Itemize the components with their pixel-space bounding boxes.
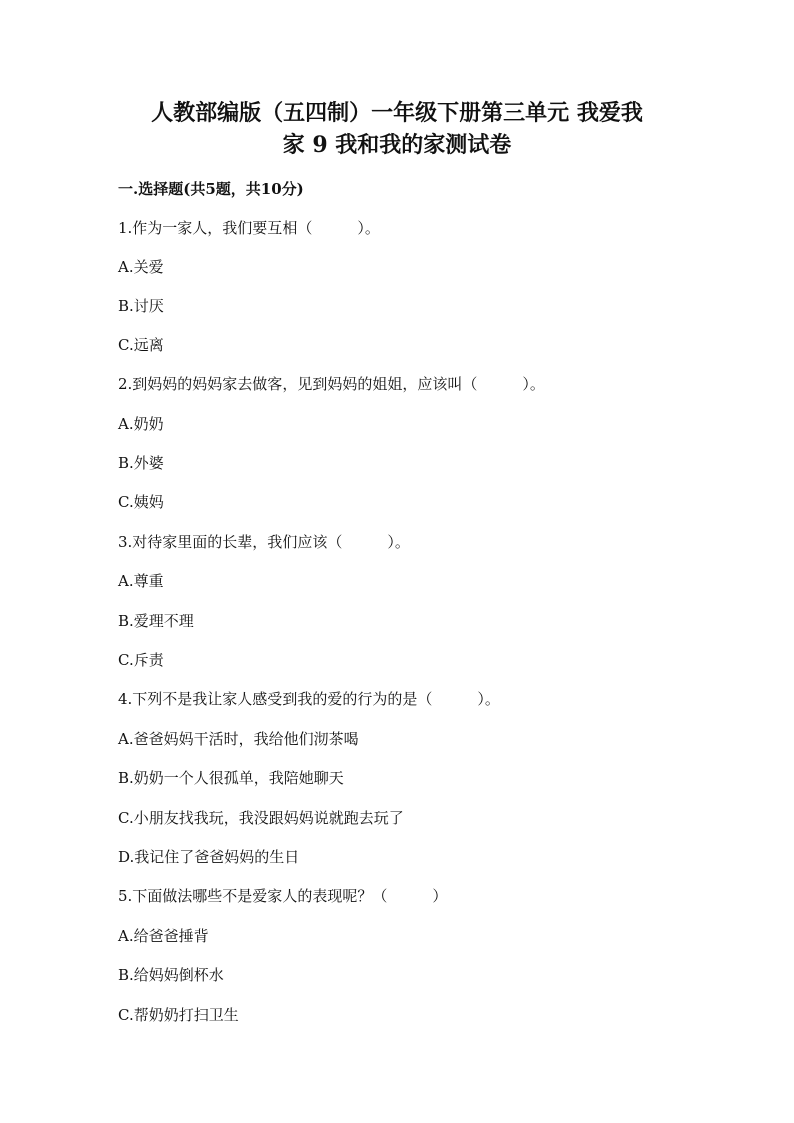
question-2-option-c: C.姨妈	[118, 493, 164, 511]
question-5-option-c: C.帮奶奶打扫卫生	[118, 1006, 239, 1024]
question-4-stem: 4.下列不是我让家人感受到我的爱的行为的是（ ）。	[118, 690, 500, 708]
question-1-stem: 1.作为一家人，我们要互相（ ）。	[118, 219, 380, 237]
question-4-option-c: C.小朋友找我玩，我没跟妈妈说就跑去玩了	[118, 809, 404, 827]
question-2-option-b: B.外婆	[118, 454, 164, 472]
question-5-option-a: A.给爸爸捶背	[118, 927, 209, 945]
page-title-line-2: 家 9 我和我的家测试卷	[282, 132, 512, 158]
question-2-option-a: A.奶奶	[118, 415, 164, 433]
section-heading: 一.选择题(共5题，共10分)	[118, 180, 304, 198]
question-5-option-b: B.给妈妈倒杯水	[118, 966, 224, 984]
question-3-option-b: B.爱理不理	[118, 612, 194, 630]
page-title-line-1: 人教部编版（五四制）一年级下册第三单元 我爱我	[151, 100, 643, 126]
question-2-stem: 2.到妈妈的妈妈家去做客，见到妈妈的姐姐，应该叫（ ）。	[118, 375, 545, 393]
question-3-stem: 3.对待家里面的长辈，我们应该（ ）。	[118, 533, 410, 551]
question-3-option-a: A.尊重	[118, 572, 164, 590]
question-1-option-a: A.关爱	[118, 258, 164, 276]
question-4-option-b: B.奶奶一个人很孤单，我陪她聊天	[118, 769, 344, 787]
question-4-option-a: A.爸爸妈妈干活时，我给他们沏茶喝	[118, 730, 359, 748]
question-3-option-c: C.斥责	[118, 651, 164, 669]
question-1-option-b: B.讨厌	[118, 297, 164, 315]
question-1-option-c: C.远离	[118, 336, 164, 354]
question-5-stem: 5.下面做法哪些不是爱家人的表现呢？（ ）	[118, 887, 448, 905]
question-4-option-d: D.我记住了爸爸妈妈的生日	[118, 848, 300, 866]
